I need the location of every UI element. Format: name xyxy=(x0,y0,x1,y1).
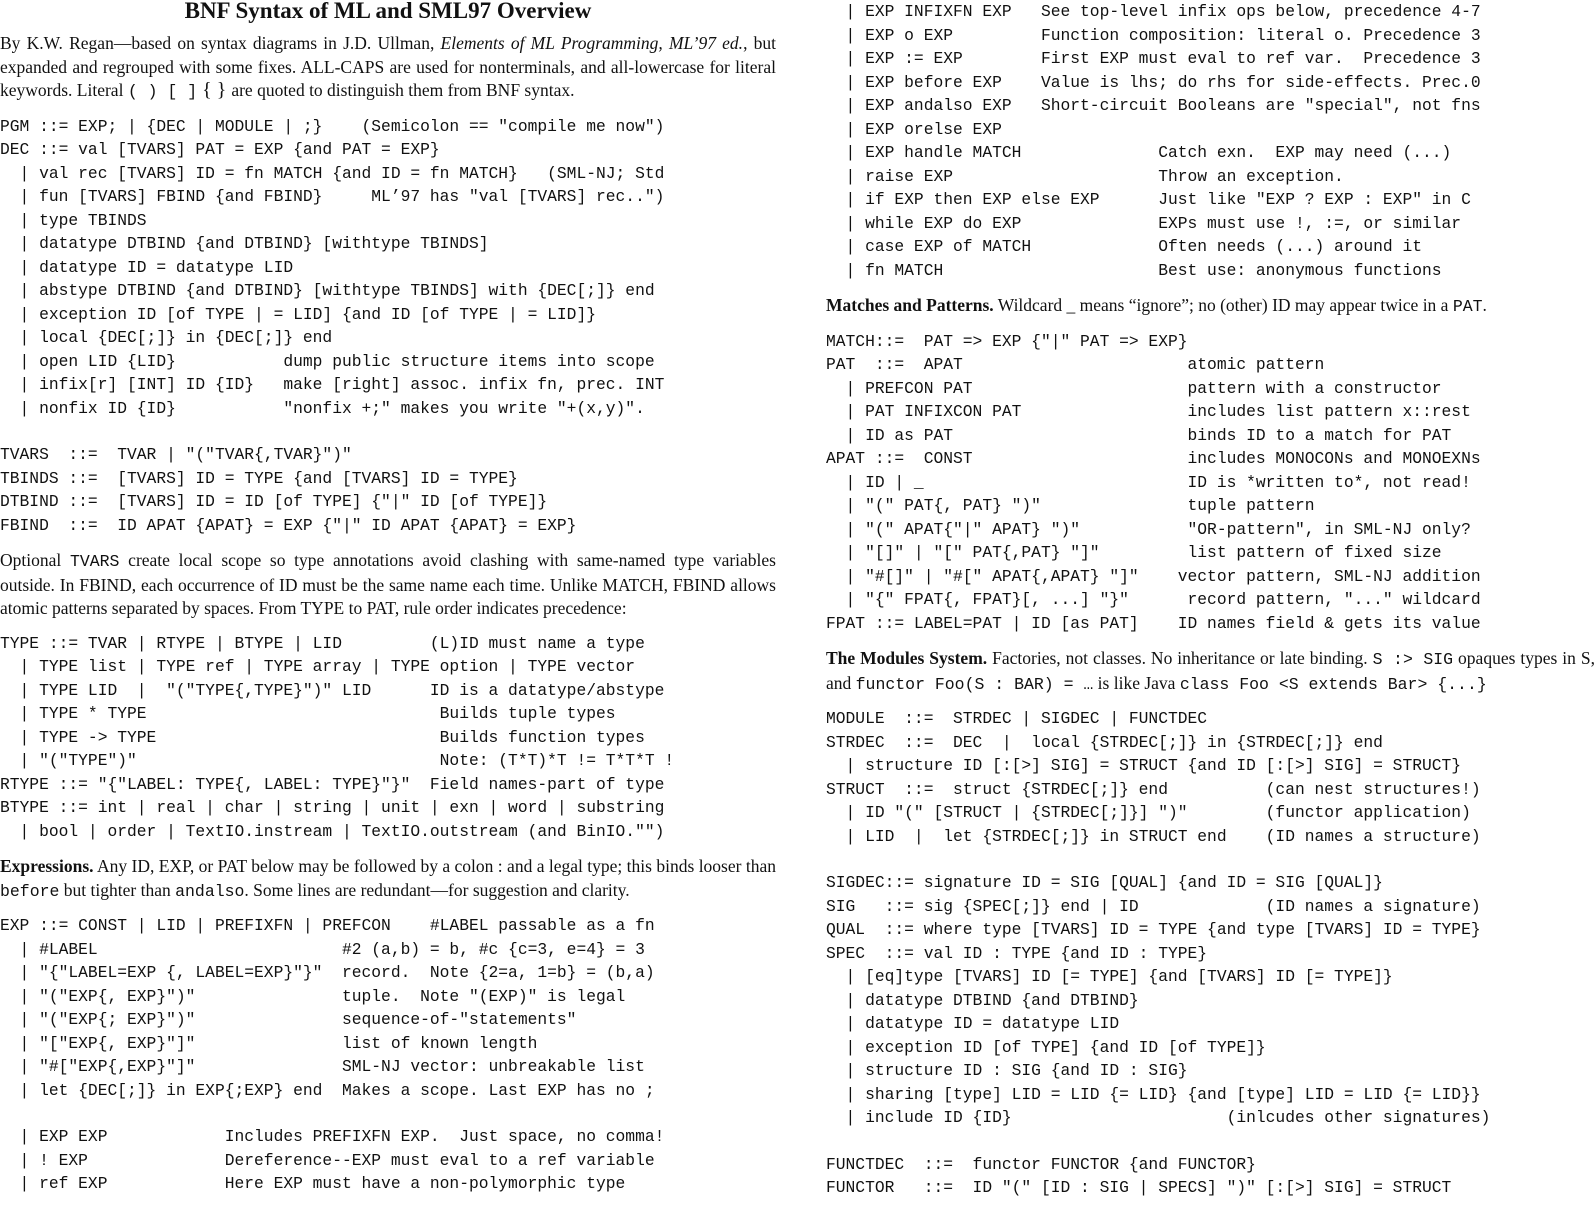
code-line: | TYPE list | TYPE ref | TYPE array | TYPE option | TYPE vector xyxy=(0,657,636,676)
expressions-paragraph xyxy=(0,855,776,903)
code-line: | bool | order | TextIO.instream | TextIO.outstream (and BinIO."") xyxy=(0,821,665,841)
code-line: | val rec [TVARS] ID = fn MATCH {and ID = fn MATCH} (SML-NJ; Std xyxy=(0,163,665,183)
match-pattern-grammar xyxy=(826,330,1595,636)
code-line: | "{"LABEL=EXP {, LABEL=EXP}"}" record. Note {2=a, 1=b} = (b,a) xyxy=(0,963,655,982)
code-line: | structure ID [:[>] SIG] = STRUCT {and ID [:[>] SIG] = STRUCT} xyxy=(826,756,1462,775)
code-line: | abstype DTBIND {and DTBIND} [withtype TBINDS] with {DEC[;]} end xyxy=(0,281,655,300)
optional-text-b: create local scope so type annotations avoid clashing with same-named type variables outside. In FBIND, each occurrence of ID must be the same name each time. Unlike MATCH, FBIND allows atomic patterns separated by spaces. From TYPE to PAT, rule order indicates precedence: xyxy=(0,550,776,618)
literal-symbols: ( ) [ ] xyxy=(127,82,198,101)
module-grammar xyxy=(826,707,1595,848)
code-line: | "("TYPE")" Note: (T*T)*T != T*T*T ! xyxy=(0,751,675,770)
modules-paragraph xyxy=(826,647,1595,696)
optional-text-a: Optional xyxy=(0,550,70,570)
java-example: class Foo <S extends Bar> {...} xyxy=(1179,674,1487,694)
code-line: | while EXP do EXP EXPs must use !, :=, or similar xyxy=(826,213,1462,233)
code-line: | local {DEC[;]} in {DEC[;]} end xyxy=(0,328,333,347)
code-line: SIG ::= sig {SPEC[;]} end | ID (ID names a signature) xyxy=(826,896,1481,916)
code-line: | TYPE -> TYPE Builds function types xyxy=(0,727,645,747)
code-line: | include ID {ID} (inlcudes other signatures) xyxy=(826,1108,1491,1127)
code-line: TYPE ::= TVAR | RTYPE | BTYPE | LID (L)ID must name a type xyxy=(0,633,645,653)
code-line: MATCH::= PAT => EXP {"|" PAT => EXP} xyxy=(826,331,1188,351)
intro-paragraph xyxy=(0,32,776,104)
code-line: | "["EXP{, EXP}"]" list of known length xyxy=(0,1033,538,1053)
intro-text-a: By K.W. Regan—based on syntax diagrams in J.D. Ullman, xyxy=(0,33,441,53)
code-line: | infix[r] [INT] ID {ID} make [right] assoc. infix fn, prec. INT xyxy=(0,375,665,394)
code-line: | EXP := EXP First EXP must eval to ref var. Precedence 3 xyxy=(826,49,1481,68)
code-line: | ID | _ ID is *written to*, not read! xyxy=(826,472,1471,492)
code-line: | nonfix ID {ID} "nonfix +;" makes you write "+(x,y)". xyxy=(0,398,645,418)
expressions-heading: Expressions. xyxy=(0,856,94,876)
code-line: | exception ID [of TYPE] {and ID [of TYPE]} xyxy=(826,1037,1266,1057)
code-line: | "(" APAT{"|" APAT} ")" "OR-pattern", in SML-NJ only? xyxy=(826,519,1471,539)
tvars-grammar xyxy=(0,443,776,537)
page-title: BNF Syntax of ML and SML97 Overview xyxy=(184,0,592,23)
code-line: | TYPE * TYPE Builds tuple types xyxy=(0,704,616,723)
code-line: | EXP handle MATCH Catch exn. EXP may need (...) xyxy=(826,143,1452,162)
match-text-a: Wildcard _ means “ignore”; no (other) ID may appear twice in a xyxy=(993,295,1453,315)
code-line: | "[]" | "[" PAT{,PAT} "]" list pattern of fixed size xyxy=(826,543,1442,562)
code-line: BTYPE ::= int | real | char | string | unit | exn | word | substring xyxy=(0,798,665,817)
code-line: | fn MATCH Best use: anonymous functions xyxy=(826,260,1442,280)
andalso-keyword: andalso xyxy=(175,881,245,901)
modules-text-c: is like Java xyxy=(1093,672,1180,693)
before-keyword: before xyxy=(0,881,60,901)
expr-text-b: but tighter than xyxy=(59,879,176,900)
code-line: | let {DEC[;]} in EXP{;EXP} end Makes a scope. Last EXP has no ; xyxy=(0,1080,655,1100)
code-line: DTBIND ::= [TVARS] ID = ID [of TYPE] {"|" ID [of TYPE]} xyxy=(0,492,548,511)
code-line: | "("EXP{, EXP}")" tuple. Note "(EXP)" is legal xyxy=(0,986,626,1006)
code-line: | if EXP then EXP else EXP Just like "EXP ? EXP : EXP" in C xyxy=(826,190,1471,209)
code-line: | "#["EXP{,EXP}"]" SML-NJ vector: unbreakable list xyxy=(0,1057,645,1076)
matches-heading: Matches and Patterns. xyxy=(826,295,994,315)
code-line: | ID as PAT binds ID to a match for PAT xyxy=(826,425,1452,445)
opaque-sig-example: S :> SIG xyxy=(1372,650,1454,669)
functor-example: functor Foo(S : BAR) = … xyxy=(855,674,1094,694)
code-line: | PAT INFIXCON PAT includes list pattern x::rest xyxy=(826,402,1471,421)
code-line: | structure ID : SIG {and ID : SIG} xyxy=(826,1061,1188,1080)
pat-keyword: PAT xyxy=(1452,297,1483,316)
code-line: FUNCTOR ::= ID "(" [ID : SIG | SPECS] ")" [:[>] SIG] = STRUCT xyxy=(826,1178,1452,1197)
tvars-keyword: TVARS xyxy=(69,552,120,571)
intro-text-b: , but expanded and regrouped with some fixes. ALL-CAPS are used for nonterminals, and all-lowercase for literal keywords. Literal xyxy=(0,33,776,100)
code-line: | case EXP of MATCH Often needs (...) around it xyxy=(826,237,1422,256)
literal-braces: { } xyxy=(197,79,232,101)
code-line: STRUCT ::= struct {STRDEC[;]} end (can nest structures!) xyxy=(826,779,1481,799)
code-line: | TYPE LID | "("TYPE{,TYPE}")" LID ID is a datatype/abstype xyxy=(0,680,665,700)
code-line: PAT ::= APAT atomic pattern xyxy=(826,355,1325,374)
matches-paragraph xyxy=(826,294,1595,319)
exp-grammar xyxy=(0,914,776,1102)
code-line: | "("EXP{; EXP}")" sequence-of-"statements" xyxy=(0,1010,577,1029)
code-line: | sharing [type] LID = LID {= LID} {and [type] LID = LID {= LID}} xyxy=(826,1084,1481,1104)
optional-tvars-paragraph xyxy=(0,549,776,621)
code-line: QUAL ::= where type [TVARS] ID = TYPE {and type [TVARS] ID = TYPE} xyxy=(826,920,1481,939)
code-line: | raise EXP Throw an exception. xyxy=(826,166,1344,186)
code-line: | datatype ID = datatype LID xyxy=(0,257,294,277)
code-line: TBINDS ::= [TVARS] ID = TYPE {and [TVARS] ID = TYPE} xyxy=(0,468,518,488)
code-line: | "#[]" | "#[" APAT{,APAT} "]" vector pattern, SML-NJ addition xyxy=(826,566,1481,586)
exp-grammar-continued xyxy=(826,0,1595,282)
code-line: SIGDEC::= signature ID = SIG [QUAL] {and ID = SIG [QUAL]} xyxy=(826,873,1383,892)
code-line: | [eq]type [TVARS] ID [= TYPE] {and [TVARS] ID [= TYPE]} xyxy=(826,967,1393,986)
modules-heading: The Modules System. xyxy=(826,648,988,668)
code-line: | open LID {LID} dump public structure items into scope xyxy=(0,351,655,371)
type-grammar xyxy=(0,632,776,844)
left-column xyxy=(0,0,776,1196)
code-line: | datatype DTBIND {and DTBIND} xyxy=(826,990,1139,1010)
expr-text-c: . Some lines are redundant—for suggestion and clarity. xyxy=(244,879,630,900)
code-line: APAT ::= CONST includes MONOCONs and MONOEXNs xyxy=(826,449,1481,468)
code-line: | EXP o EXP Function composition: literal o. Precedence 3 xyxy=(826,25,1481,45)
code-line: | ID "(" [STRUCT | {STRDEC[;]}] ")" (functor application) xyxy=(826,803,1471,822)
code-line: PGM ::= EXP; | {DEC | MODULE | ;} (Semicolon == "compile me now") xyxy=(0,116,665,136)
code-line: | LID | let {STRDEC[;]} in STRUCT end (ID names a structure) xyxy=(826,826,1481,846)
functor-grammar xyxy=(826,1153,1595,1200)
code-line: | EXP andalso EXP Short-circuit Booleans are "special", not fns xyxy=(826,96,1481,115)
code-line: | "(" PAT{, PAT} ")" tuple pattern xyxy=(826,496,1315,515)
code-line: | PREFCON PAT pattern with a constructor xyxy=(826,378,1442,398)
book-title: Elements of ML Programming, ML’97 ed. xyxy=(440,33,744,53)
code-line: | datatype DTBIND {and DTBIND} [withtype TBINDS] xyxy=(0,234,489,253)
code-line: TVARS ::= TVAR | "("TVAR{,TVAR}")" xyxy=(0,445,352,464)
code-line: DEC ::= val [TVARS] PAT = EXP {and PAT = EXP} xyxy=(0,140,440,159)
intro-text-c: are quoted to distinguish them from BNF syntax. xyxy=(231,80,575,100)
code-line: | EXP EXP Includes PREFIXFN EXP. Just space, no comma! xyxy=(0,1127,665,1146)
code-line: | EXP before EXP Value is lhs; do rhs for side-effects. Prec.0 xyxy=(826,72,1481,92)
exp-grammar-application xyxy=(0,1125,776,1196)
code-line: EXP ::= CONST | LID | PREFIXFN | PREFCON #LABEL passable as a fn xyxy=(0,916,655,935)
signature-grammar xyxy=(826,871,1595,1130)
code-line: RTYPE ::= "{"LABEL: TYPE{, LABEL: TYPE}"}" Field names-part of type xyxy=(0,774,665,794)
code-line: | ! EXP Dereference--EXP must eval to a ref variable xyxy=(0,1150,655,1170)
code-line: SPEC ::= val ID : TYPE {and ID : TYPE} xyxy=(826,943,1208,963)
code-line: FPAT ::= LABEL=PAT | ID [as PAT] ID names field & gets its value xyxy=(826,613,1481,633)
code-line: | EXP INFIXFN EXP See top-level infix ops below, precedence 4-7 xyxy=(826,2,1481,21)
code-line: FUNCTDEC ::= functor FUNCTOR {and FUNCTOR} xyxy=(826,1154,1256,1174)
code-line: | datatype ID = datatype LID xyxy=(826,1014,1120,1033)
pgm-dec-grammar xyxy=(0,115,776,421)
code-line: | EXP orelse EXP xyxy=(826,119,1002,139)
code-line: | exception ID [of TYPE | = LID] {and ID [of TYPE | = LID]} xyxy=(0,304,596,324)
code-line: FBIND ::= ID APAT {APAT} = EXP {"|" ID APAT {APAT} = EXP} xyxy=(0,515,577,535)
modules-text-a: Factories, not classes. No inheritance or late binding. xyxy=(987,648,1373,668)
code-line: STRDEC ::= DEC | local {STRDEC[;]} in {STRDEC[;]} end xyxy=(826,732,1383,752)
code-line: | #LABEL #2 (a,b) = b, #c {c=3, e=4} = 3 xyxy=(0,939,645,959)
expr-text-a: Any ID, EXP, or PAT below may be followed by a colon : and a legal type; this binds looser than xyxy=(93,856,776,876)
match-text-b: . xyxy=(1482,295,1487,315)
code-line: | "{" FPAT{, FPAT}[, ...] "}" record pattern, "..." wildcard xyxy=(826,590,1481,609)
code-line: MODULE ::= STRDEC | SIGDEC | FUNCTDEC xyxy=(826,709,1208,728)
modules-text-b: opaques types in S, and xyxy=(826,648,1595,693)
code-line: | type TBINDS xyxy=(0,210,147,230)
code-line: | ref EXP Here EXP must have a non-polymorphic type xyxy=(0,1174,626,1193)
right-column xyxy=(826,0,1595,1200)
code-line: | fun [TVARS] FBIND {and FBIND} ML’97 has "val [TVARS] rec..") xyxy=(0,187,665,206)
